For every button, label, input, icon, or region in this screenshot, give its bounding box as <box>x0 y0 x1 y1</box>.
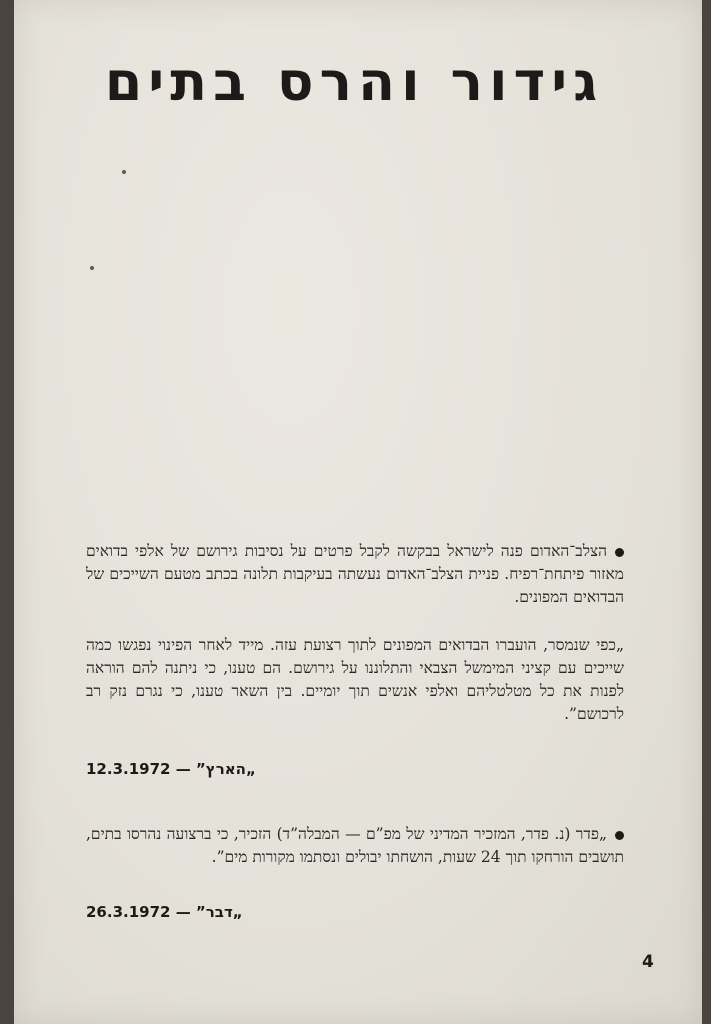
bullet-icon <box>615 831 624 840</box>
paper-speck <box>90 266 94 270</box>
bullet-icon <box>615 548 624 557</box>
document-page <box>14 0 702 1024</box>
item2-paragraph <box>86 823 624 869</box>
item1-paragraph1 <box>86 540 624 609</box>
page-number: 4 <box>642 952 654 972</box>
page-title: גידור והרס בתים <box>104 50 604 113</box>
item1-paragraph1-text: הצלב־האדום פנה לישראל בבקשה לקבל פרטים על נסיבות גירושם של אלפי בדואים מאזור פיתחת־רפיח. פניית הצלב־האדום נעשתה בעיקבות תלונה בכתב מטעם השייכים של הבדואים המפונים. <box>86 542 624 606</box>
item2-paragraph-text: „פדר (נ. פדר, המזכיר המדיני של מפ”ם — המבלה”ד) הזכיר, כי ברצועה נהרסו בתים, תושבים הורחקו תוך 24 שעות, הושחתו יבולים ונסתמו מקורות מים”. <box>86 825 624 866</box>
item1-source: „הארץ” — 12.3.1972 <box>86 760 256 778</box>
paper-speck <box>122 170 126 174</box>
item1-paragraph2: „כפי שנמסר, הועברו הבדואים המפונים לתוך רצועת עזה. מייד לאחר הפינוי נפגשו כמה שייכים עם קציני המימשל הצבאי והתלוננו על גירושם. הם טענו, כי ניתנה להם הוראה לפנות את כל מטלטליהם ואלפי אנשים תוך יומיים. בין השאר טענו, כי נגרם נזק רב לרכושם”. <box>86 636 624 723</box>
item2-source: „דבר” — 26.3.1972 <box>86 903 243 921</box>
